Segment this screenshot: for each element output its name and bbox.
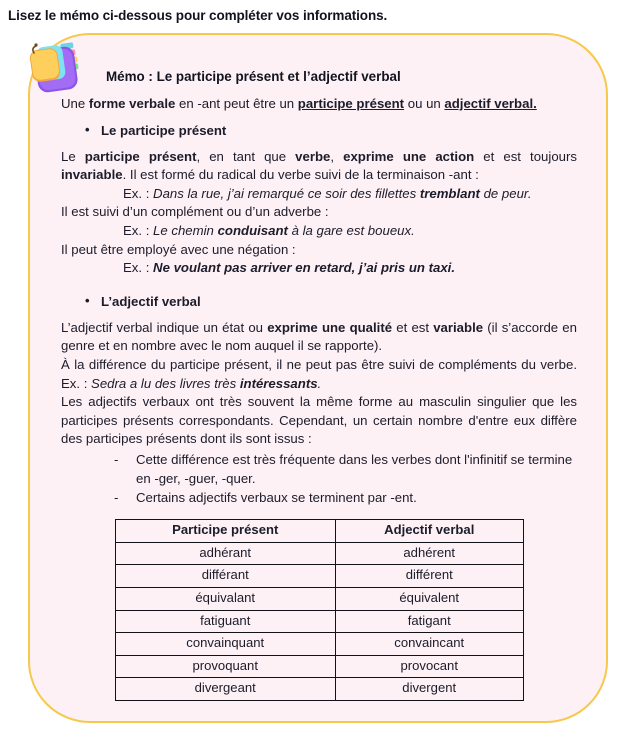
cell-adjectif: provocant bbox=[335, 655, 523, 678]
ex3-lead: Ex. : bbox=[123, 260, 154, 276]
cell-adjectif: équivalent bbox=[335, 588, 523, 611]
participle-adjective-table bbox=[115, 519, 524, 701]
table-body bbox=[115, 542, 523, 700]
ex1-italic2: de peur. bbox=[479, 185, 532, 201]
section2-paragraph-2 bbox=[61, 356, 577, 393]
s2p2-t1: À la différence du participe présent, il ne peut pas être suivi de compléments du verbe. Ex. : bbox=[61, 356, 577, 391]
section1-example-3 bbox=[61, 259, 577, 278]
ex2-italic2: à la gare est boueux. bbox=[287, 222, 415, 238]
intro-t6: adjectif verbal. bbox=[444, 96, 537, 111]
s2p2-italic2: . bbox=[317, 375, 322, 391]
page-instruction: Lisez le mémo ci-dessous pour compléter vos informations. bbox=[8, 8, 388, 23]
cell-adjectif: fatigant bbox=[335, 610, 523, 633]
section1-bullet-item: • Le participe présent bbox=[101, 121, 577, 140]
pairs-table-container bbox=[61, 519, 577, 701]
section2-paragraph-1 bbox=[61, 319, 577, 356]
intro-t4: participe présent bbox=[297, 96, 405, 111]
s1p1-t8: invariable bbox=[61, 167, 123, 183]
table-row bbox=[115, 678, 523, 701]
ex1-lead: Ex. : bbox=[123, 185, 154, 201]
cell-participe: convainquant bbox=[115, 633, 335, 656]
table-header-row bbox=[115, 520, 523, 543]
cell-participe: provoquant bbox=[115, 655, 335, 678]
section1-paragraph-3: Il peut être employé avec une négation : bbox=[61, 241, 296, 257]
section1-paragraph-2: Il est suivi d’un complément ou d’un adverbe : bbox=[61, 204, 329, 220]
s1p1-t7: et est toujours bbox=[474, 148, 577, 164]
s2p2-bold1: intéressants bbox=[239, 375, 318, 391]
s1p1-t4: verbe bbox=[295, 148, 331, 164]
memo-body bbox=[61, 95, 577, 701]
dash-item-2: - Certains adjectifs verbaux se terminent par -ent. bbox=[136, 489, 577, 508]
section2-bullet-item: • L’adjectif verbal bbox=[101, 292, 577, 311]
ex3-bold1: Ne voulant pas arriver en retard, j’ai pris un taxi. bbox=[153, 260, 456, 276]
section1-example-2 bbox=[61, 222, 577, 241]
s1p1-t1: Le bbox=[61, 148, 85, 164]
cell-participe: adhérant bbox=[115, 542, 335, 565]
s2p1-t2: exprime une qualité bbox=[267, 319, 393, 335]
section2-paragraph-3: Les adjectifs verbaux ont très souvent la même forme au masculin singulier que les participes présents correspondants. Cependant, un certain nombre d'entre eux diffère des participes présents dont ils sont issus : bbox=[61, 394, 577, 447]
cell-participe: divergeant bbox=[115, 678, 335, 701]
section2-dash-list bbox=[61, 451, 577, 507]
s2p1-t3: et est bbox=[392, 319, 434, 335]
cell-participe: différant bbox=[115, 565, 335, 588]
ex1-italic1: Dans la rue, j’ai remarqué ce soir des fillettes bbox=[153, 185, 420, 201]
table-row bbox=[115, 542, 523, 565]
dash-item-1: - Cette différence est très fréquente dans les verbes dont l'infinitif se termine en -ger, -guer, -quer. bbox=[136, 451, 577, 489]
ex2-lead: Ex. : bbox=[123, 222, 154, 238]
intro-t5: ou un bbox=[404, 96, 445, 111]
table-row bbox=[115, 610, 523, 633]
intro-t3: en -ant peut être un bbox=[175, 96, 298, 111]
table-row bbox=[115, 655, 523, 678]
s2p1-t4: variable bbox=[433, 319, 484, 335]
column-header-adjectif: Adjectif verbal bbox=[335, 520, 523, 543]
s1p1-t9: . Il est formé du radical du verbe suivi de la terminaison -ant : bbox=[122, 167, 479, 183]
column-header-participe: Participe présent bbox=[115, 520, 335, 543]
cell-participe: équivalant bbox=[115, 588, 335, 611]
cell-adjectif: adhérent bbox=[335, 542, 523, 565]
cell-participe: fatiguant bbox=[115, 610, 335, 633]
section1-example-1 bbox=[61, 185, 577, 204]
notebook-stack-icon bbox=[24, 36, 82, 98]
section2-bullet-list bbox=[61, 292, 577, 311]
section1-bullet-list bbox=[61, 121, 577, 140]
table-row bbox=[115, 633, 523, 656]
section1-paragraph-1 bbox=[61, 148, 577, 185]
ex1-bold1: tremblant bbox=[419, 185, 480, 201]
cell-adjectif: convaincant bbox=[335, 633, 523, 656]
s1p1-t3: , en tant que bbox=[196, 148, 296, 164]
s1p1-t6: exprime une action bbox=[343, 148, 475, 164]
s2p1-t1: L’adjectif verbal indique un état ou bbox=[61, 319, 268, 335]
cell-adjectif: divergent bbox=[335, 678, 523, 701]
table-row bbox=[115, 588, 523, 611]
memo-title: Mémo : Le participe présent et l’adjectif verbal bbox=[106, 69, 401, 84]
s1p1-t2: participe présent bbox=[84, 148, 197, 164]
ex2-bold1: conduisant bbox=[217, 222, 288, 238]
memo-intro-paragraph bbox=[61, 95, 577, 114]
s2p1-t5: (il s’accorde en genre et en nombre avec le nom auquel il se rapporte). bbox=[61, 319, 577, 354]
cell-adjectif: différent bbox=[335, 565, 523, 588]
intro-t1: Une bbox=[61, 96, 89, 111]
ex2-italic1: Le chemin bbox=[153, 222, 218, 238]
s2p2-italic1: Sedra a lu des livres très bbox=[91, 375, 240, 391]
table-row bbox=[115, 565, 523, 588]
s1p1-t5: , bbox=[330, 148, 344, 164]
intro-t2: forme verbale bbox=[88, 96, 176, 111]
